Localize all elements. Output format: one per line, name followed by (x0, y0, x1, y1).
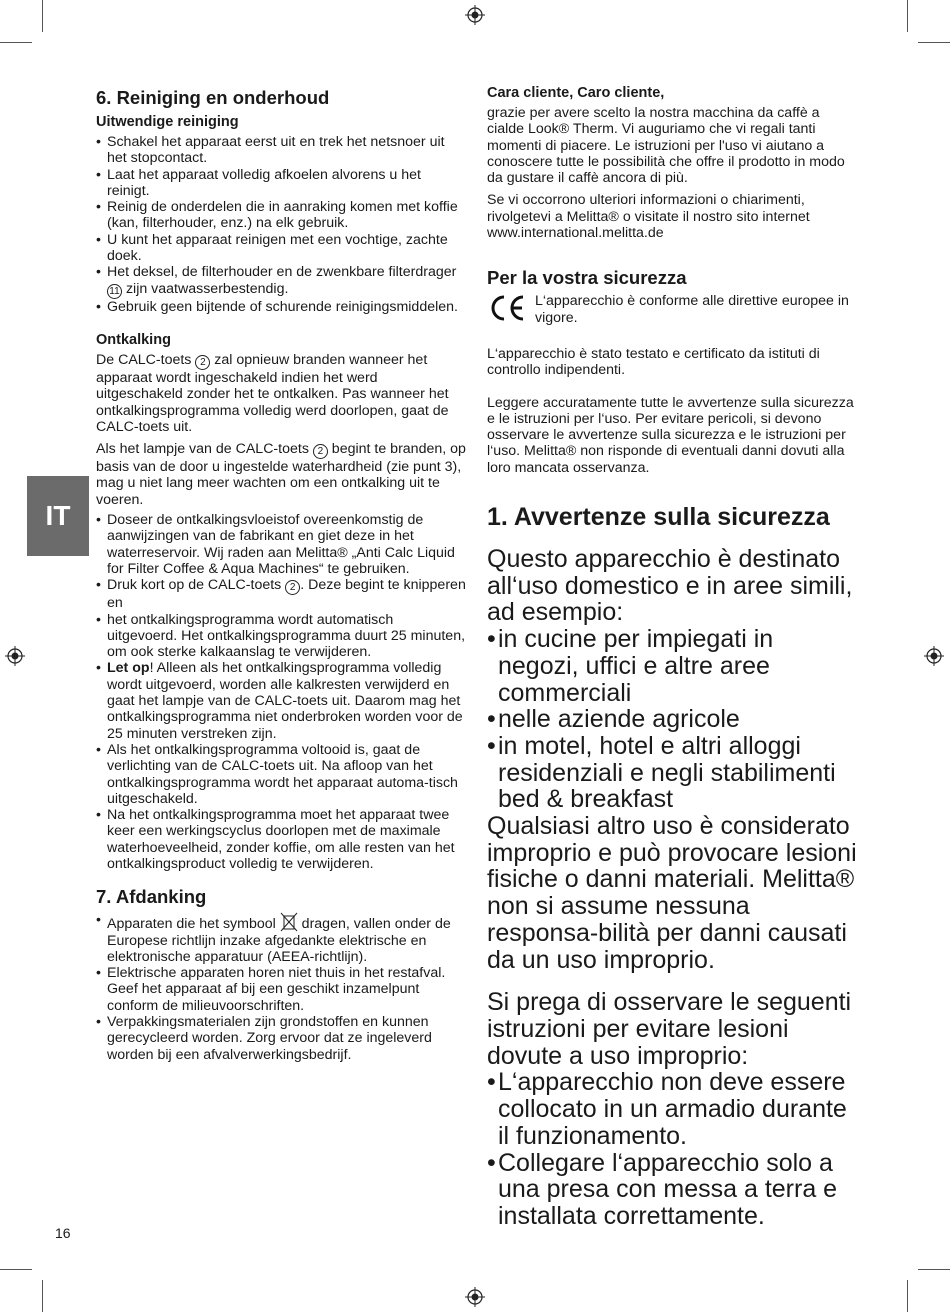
list-item: • Doseer de ontkalkingsvloeistof overeenkomstig de aanwijzingen van de fabrikant en giet deze in het waterreservoir. Wij raden aan Melitta® „Anti Calc Liquid for Filter Coffee & Aqua Machines“ te gebruiken. (96, 512, 466, 577)
use-areas-list (487, 626, 857, 813)
crop-mark (918, 42, 950, 43)
list-item: • Na het ontkalkingsprogramma moet het apparaat twee keer een werkingscyclus doorlopen met de maximale waterhoeveelheid, zonder koffie, om alle resten van het ontkalkingsproduct volledig te verwijderen. (96, 807, 466, 872)
intro-paragraph: grazie per avere scelto la nostra macchina da caffè a cialde Look® Therm. Vi auguriamo che vi regali tanti momenti di piacere. Le istruzioni per l'uso vi aiutano a conoscere tutte le possibilità che offre il prodotto in modo da gustare il caffè ancora di più. (487, 105, 845, 187)
descaling-title: Ontkalking (96, 331, 171, 348)
page-number: 16 (55, 1225, 71, 1241)
registration-mark-icon (5, 646, 25, 666)
descaling-paragraph (96, 441, 466, 508)
section-7-title: 7. Afdanking (96, 886, 207, 908)
list-item: • Als het ontkalkingsprogramma voltooid is, gaat de verlichting van de CALC-toets uit. Na afloop van het ontkalkingsprogramma wordt het apparaat automa-tisch uitgeschakeld. (96, 742, 466, 807)
list-item: • in motel, hotel e altri alloggi residenziali e negli stabilimenti bed & breakfast (487, 733, 857, 813)
section-1-title: 1. Avvertenze sulla sicurezza (487, 503, 830, 532)
part-number-2: 2 (285, 580, 300, 595)
list-item: • in cucine per impiegati in negozi, uffici e altre aree commerciali (487, 626, 857, 706)
list-item: • Verpakkingsmaterialen zijn grondstoffen en kunnen gerecycleerd worden. Zorg ervoor dat ze ingeleverd worden bij een afvalverwerkingsbedrijf. (96, 1014, 466, 1063)
crop-mark (42, 0, 43, 32)
safety-title: Per la vostra sicurezza (487, 267, 687, 289)
instructions-list (487, 1069, 857, 1229)
safety-paragraph: Leggere accuratamente tutte le avvertenze sulla sicurezza e le istruzioni per l‘uso. Per evitare pericoli, si devono osservare le avvertenze sulla sicurezza e le istruzioni per l‘uso. Melitta® non risponde di eventuali danni dovuti alla loro mancata osservanza. (487, 394, 854, 476)
descaling-list (96, 512, 466, 872)
list-item: • Collegare l‘apparecchio solo a una presa con messa a terra e installata correttamente. (487, 1150, 857, 1230)
list-item: • nelle aziende agricole (487, 706, 857, 733)
crop-mark (907, 0, 908, 32)
list-item: • Elektrische apparaten horen niet thuis in het restafval. Geef het apparaat af bij een geschikt inzamelpunt conform de milieuvoorschriften. (96, 965, 466, 1014)
crop-mark (42, 1280, 43, 1312)
text: ! Alleen als het ontkalkingsprogramma volledig wordt uitgevoerd, worden alle kalkresten verwijderd en gaat het lampje van de CALC-toets uit. Daarom mag het ontkalkingsprogramma niet onderbroken worden voor de 25 minuten verstreken zijn. (107, 660, 463, 742)
text: dragen, vallen onder de Europese richtlijn inzake afgedankte elektrische en elektronische apparatuur (AEEA-richtlijn). (107, 916, 451, 965)
list-item: • U kunt het apparaat reinigen met een vochtige, zachte doek. (96, 232, 466, 265)
registration-mark-icon (465, 5, 485, 25)
big-paragraph: Si prega di osservare le seguenti istruzioni per evitare lesioni dovute a uso improprio: (487, 988, 852, 1070)
registration-mark-icon (924, 646, 944, 666)
intro-paragraph: Se vi occorrono ulteriori informazioni o chiarimenti, rivolgetevi a Melitta® o visitate il nostro sito internet www.international.melitta.de (487, 192, 810, 242)
descaling-paragraph (96, 352, 466, 435)
greeting: Cara cliente, Caro cliente, (487, 85, 665, 101)
ce-notice (487, 293, 857, 326)
warning-label: Let op (107, 660, 150, 677)
safety-warnings (487, 546, 857, 1230)
list-item (96, 912, 466, 965)
big-paragraph: Qualsiasi altro uso è considerato improprio e può provocare lesioni fisiche o danni materiali. Melitta® non si assume nessuna responsa-bilità per danni causati da un uso improprio. (487, 812, 857, 974)
crossed-bin-icon (280, 912, 298, 932)
part-number-11: 11 (107, 284, 122, 299)
section-6-title: 6. Reiniging en onderhoud (96, 87, 330, 108)
text: Apparaten die het symbool (107, 916, 280, 933)
disposal-list (96, 912, 466, 1063)
list-item: • Laat het apparaat volledig afkoelen alvorens u het reinigt. (96, 167, 466, 200)
list-item (96, 264, 466, 298)
exterior-cleaning-title: Uitwendige reiniging (96, 114, 239, 130)
ce-mark-icon (487, 293, 527, 323)
part-number-2: 2 (195, 355, 210, 370)
text: Het deksel, de filterhouder en de zwenkbare filterdrager (107, 264, 457, 281)
list-item: • Gebruik geen bijtende of schurende reinigingsmiddelen. (96, 299, 466, 315)
list-item (96, 577, 466, 611)
crop-mark (0, 1269, 32, 1270)
list-item: • het ontkalkingsprogramma wordt automatisch uitgevoerd. Het ontkalkingsprogramma duurt 25 minuten, om ook sterke kalkaanslag te verwijderen. (96, 612, 466, 661)
left-column (96, 84, 466, 1063)
big-paragraph: Questo apparecchio è destinato all‘uso domestico e in aree simili, ad esempio: (487, 545, 853, 627)
text: begint te branden, op basis van de door u ingestelde waterhardheid (zie punt 3), mag u niet lang meer wachten om een ontkalking uit te voeren. (96, 441, 466, 508)
crop-mark (907, 1280, 908, 1312)
text: Als het lampje van de CALC-toets (96, 441, 313, 458)
text: De CALC-toets (96, 351, 196, 368)
part-number-2: 2 (313, 444, 328, 459)
exterior-cleaning-list (96, 134, 466, 315)
text: . Deze begint te knipperen en (107, 577, 466, 612)
text: zal opnieuw branden wanneer het apparaat wordt ingeschakeld indien het werd uitgeschakeld zonder het te ontkalken. Pas wanneer het ontkalkingsprogramma volledig werd doorlopen, gaat de CALC-toets uit. (96, 351, 449, 435)
crop-mark (0, 42, 32, 43)
registration-mark-icon (465, 1287, 485, 1307)
language-tab: IT (27, 476, 89, 556)
text: zijn vaatwasserbestendig. (122, 280, 289, 297)
list-item: • Reinig de onderdelen die in aanraking komen met koffie (kan, filterhouder, enz.) na elk gebruik. (96, 199, 466, 232)
text: Druk kort op de CALC-toets (107, 577, 286, 594)
list-item: • L‘apparecchio non deve essere collocato in un armadio durante il funzionamento. (487, 1069, 857, 1149)
list-item: • Schakel het apparaat eerst uit en trek het netsnoer uit het stopcontact. (96, 134, 466, 167)
safety-paragraph: L‘apparecchio è stato testato e certificato da istituti di controllo indipendenti. (487, 345, 820, 379)
list-item (96, 660, 466, 741)
right-column (487, 84, 857, 1230)
crop-mark (918, 1269, 950, 1270)
ce-text: L‘apparecchio è conforme alle direttive europee in vigore. (535, 293, 849, 326)
